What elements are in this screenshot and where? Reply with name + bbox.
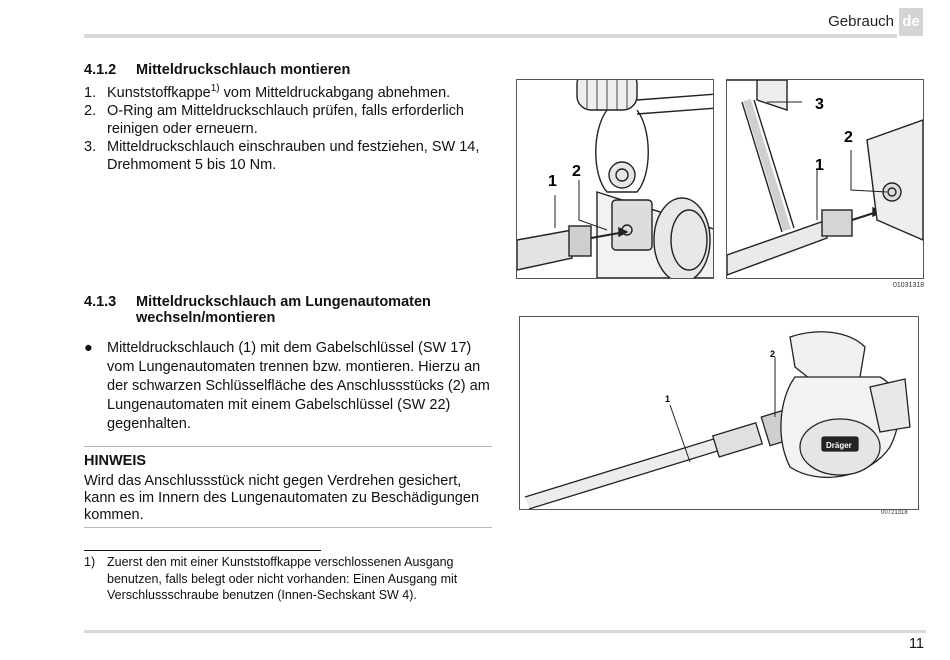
page-number: 11: [908, 636, 924, 652]
footnote-marker: 1): [84, 555, 96, 569]
list-item: [84, 84, 494, 102]
section-heading-4-1-2: [84, 62, 496, 78]
section-heading-4-1-3: [84, 294, 496, 326]
step-text: O-Ring am Mitteldruckschlauch prüfen, falls erforderlich reinigen oder erneuern.: [107, 103, 464, 137]
list-item: [84, 138, 494, 174]
footnote-text: Zuerst den mit einer Kunststoffkappe verschlossenen Ausgang benutzen, falls belegt oder nicht vorhanden: Einen Ausgang mit Verschlussschraube benutzen (Innen-Sechskant SW 4).: [107, 555, 458, 602]
bullet-text: Mitteldruckschlauch (1) mit dem Gabelschlüssel (SW 17) vom Lungenautomaten trennen bzw. montieren. Hierzu an der schwarzen Schlüsselfläche des Anschlussstücks (2) am Lungenautomaten mit einem Gabelschlüssel (SW 22) gegenhalten.: [107, 340, 490, 432]
footnote-reference: 1): [210, 83, 220, 95]
footnote-rule: [84, 550, 321, 551]
step-number: 3.: [84, 139, 97, 155]
note-top-rule: [84, 446, 492, 447]
figure-code: 01031318: [893, 282, 925, 289]
header-rule: [84, 34, 897, 38]
section-number: 4.1.3: [84, 294, 117, 310]
figure-wrench-hose: [726, 79, 924, 279]
bullet-item: [84, 339, 494, 434]
callout-2: 2: [572, 163, 581, 180]
step-number: 1.: [84, 85, 97, 101]
callout-1: 1: [665, 394, 671, 404]
section-title: Mitteldruckschlauch montieren: [136, 62, 351, 78]
figure-regulator-first-stage: [516, 79, 714, 279]
note-heading: HINWEIS: [84, 453, 147, 469]
running-header-title: Gebrauch: [828, 13, 894, 30]
callout-3: 3: [815, 96, 824, 113]
step-number: 2.: [84, 103, 97, 119]
footer-rule: [84, 630, 926, 633]
bullet-icon: ●: [84, 340, 93, 356]
brand-logo: Dräger: [826, 441, 852, 450]
note-text: Wird das Anschlussstück nicht gegen Verdrehen gesichert, kann es im Innern des Lungenautomaten zu Beschädigungen kommen.: [84, 473, 480, 523]
language-tab: de: [899, 8, 923, 36]
step-text: vom Mitteldruckabgang abnehmen.: [219, 85, 451, 101]
section-title: Mitteldruckschlauch am Lungenautomaten wechseln/montieren: [136, 294, 431, 326]
section-number: 4.1.2: [84, 62, 117, 78]
note-bottom-rule: [84, 527, 492, 528]
figure-code: 00721318: [881, 510, 908, 516]
step-list: [84, 84, 494, 174]
callout-1: 1: [548, 173, 557, 190]
callout-2: 2: [770, 349, 776, 359]
figure-second-stage-hose: [519, 316, 919, 510]
step-text: Mitteldruckschlauch einschrauben und festziehen, SW 14, Drehmoment 5 bis 10 Nm.: [107, 139, 480, 173]
list-item: [84, 102, 494, 138]
step-text: Kunststoffkappe: [107, 85, 211, 101]
callout-1: 1: [815, 157, 824, 174]
callout-2: 2: [844, 129, 853, 146]
footnote: [84, 554, 494, 604]
